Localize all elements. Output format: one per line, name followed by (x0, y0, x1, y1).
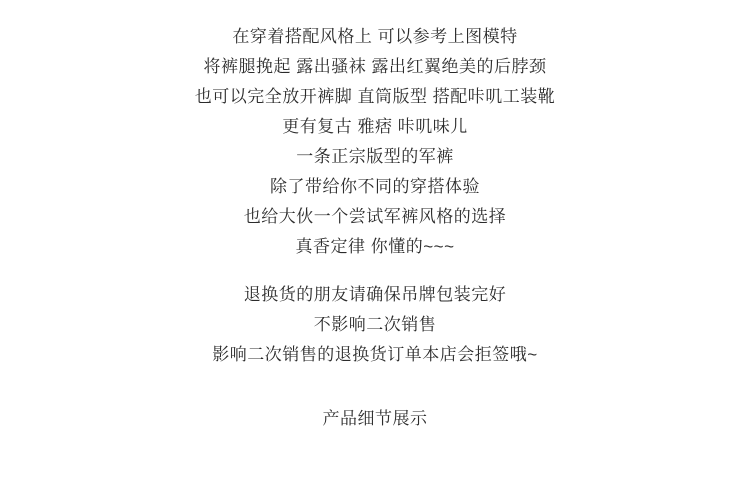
text-line: 不影响二次销售 (313, 315, 437, 334)
section-heading: 产品细节展示 (322, 409, 428, 428)
text-line: 一条正宗版型的军裤 (296, 147, 454, 166)
text-line: 除了带给你不同的穿搭体验 (270, 177, 480, 196)
text-line: 也可以完全放开裤脚 直筒版型 搭配咔叽工装靴 (194, 87, 556, 106)
return-policy-block (0, 280, 750, 370)
text-line: 影响二次销售的退换货订单本店会拒签哦~ (212, 345, 538, 364)
text-line: 将裤腿挽起 露出骚袜 露出红翼绝美的后脖颈 (203, 57, 547, 76)
text-line: 更有复古 雅痞 咔叽味儿 (282, 117, 468, 136)
section-heading-block (0, 404, 750, 434)
text-line: 真香定律 你懂的~~~ (295, 237, 455, 256)
text-line: 在穿着搭配风格上 可以参考上图模特 (232, 27, 518, 46)
styling-notes-block (0, 22, 750, 262)
text-line: 也给大伙一个尝试军裤风格的选择 (243, 207, 507, 226)
text-line: 退换货的朋友请确保吊牌包装完好 (243, 285, 507, 304)
